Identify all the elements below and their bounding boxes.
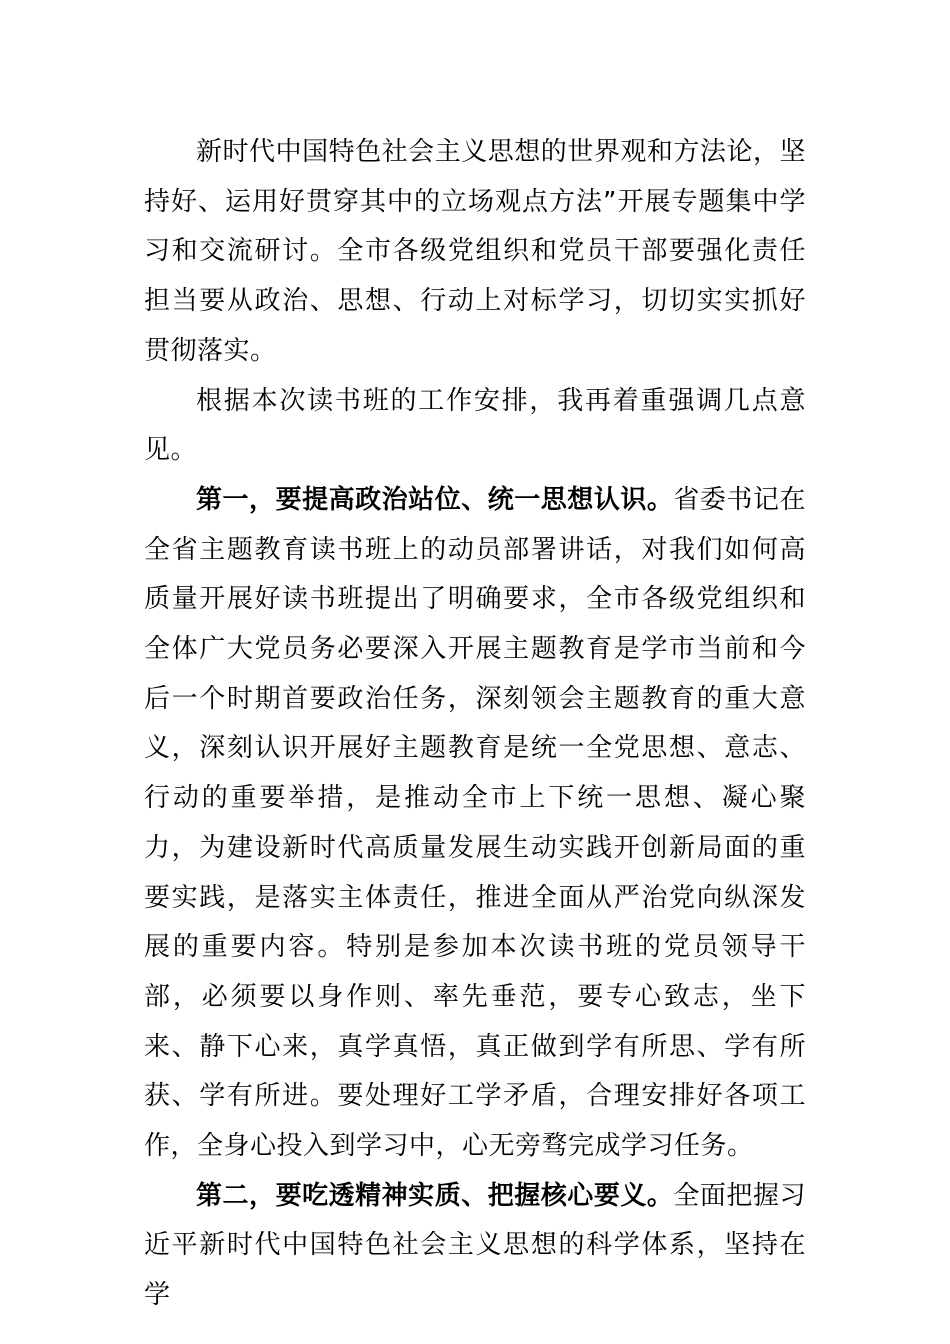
paragraph-text: 根据本次读书班的工作安排，我再着重强调几点意见。 <box>144 385 806 466</box>
document-page <box>144 128 806 1321</box>
paragraph-text: 省委书记在全省主题教育读书班上的动员部署讲话，对我们如何高质量开展好读书班提出了明确要求，全市各级党组织和全体广大党员务必要深入开展主题教育是学市当前和今后一个时期首要政治任务，深刻领会主题教育的重大意义，深刻认识开展好主题教育是统一全党思想、意志、行动的重要举措，是推动全市上下统一思想、凝心聚力，为建设新时代高质量发展生动实践开创新局面的重要实践，是落实主体责任，推进全面从严治党向纵深发展的重要内容。特别是参加本次读书班的党员领导干部，必须要以身作则、率先垂范，要专心致志，坐下来、静下心来，真学真悟，真正做到学有所思、学有所获、学有所进。要处理好工学矛盾，合理安排好各项工作，全身心投入到学习中，心无旁骛完成学习任务。 <box>144 484 806 1162</box>
paragraph-arrangement <box>144 377 806 476</box>
paragraph-intro-continuation <box>144 128 806 377</box>
paragraph-text: 新时代中国特色社会主义思想的世界观和方法论，坚持好、运用好贯穿其中的立场观点方法”开展专题集中学习和交流研讨。全市各级党组织和党员干部要强化责任担当要从政治、思想、行动上对标学习，切切实实抓好贯彻落实。 <box>144 137 806 366</box>
paragraph-lead-heading: 第二，要吃透精神实质、把握核心要义。 <box>196 1180 674 1211</box>
paragraph-second-point <box>144 1172 806 1321</box>
paragraph-lead-heading: 第一，要提高政治站位、统一思想认识。 <box>196 484 674 515</box>
paragraph-text: 全面把握习近平新时代中国特色社会主义思想的科学体系，坚持在学 <box>144 1180 806 1311</box>
paragraph-first-point <box>144 476 806 1172</box>
